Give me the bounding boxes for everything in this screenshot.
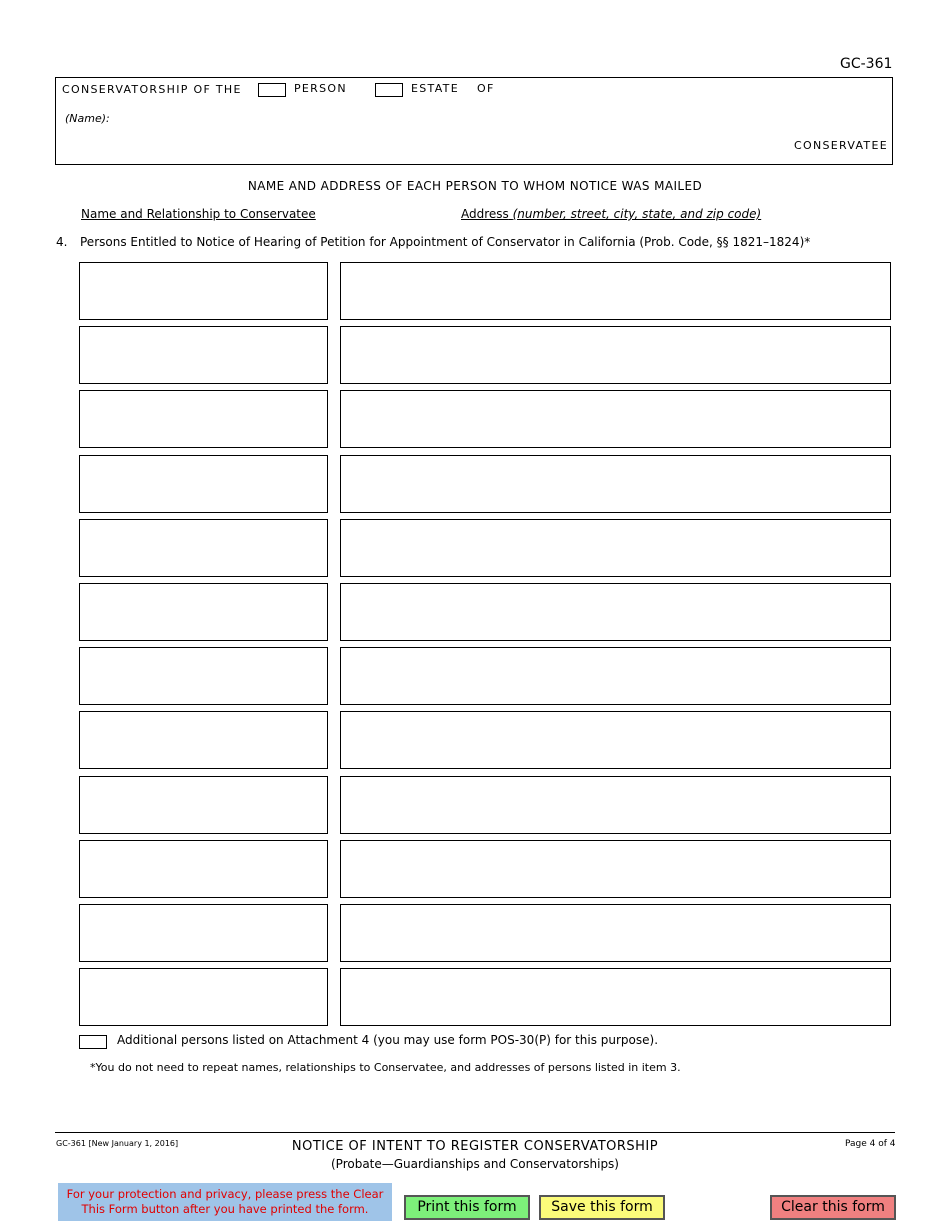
estate-label: ESTATE xyxy=(411,82,459,95)
conservatorship-label: CONSERVATORSHIP OF THE xyxy=(62,83,242,96)
address-header-hint: (number, street, city, state, and zip code) xyxy=(512,207,762,221)
item-4-text: Persons Entitled to Notice of Hearing of Petition for Appointment of Conservator in California (Prob. Code, §§ 1821–1824)* xyxy=(80,235,811,249)
address-field[interactable] xyxy=(340,519,891,577)
person-label: PERSON xyxy=(294,82,347,95)
address-field[interactable] xyxy=(340,583,891,641)
name-relationship-field[interactable] xyxy=(79,390,328,448)
form-number: GC-361 xyxy=(840,56,893,72)
address-column-header xyxy=(461,207,761,221)
clear-button[interactable]: Clear this form xyxy=(770,1195,896,1220)
name-relationship-field[interactable] xyxy=(79,262,328,320)
footer-title: NOTICE OF INTENT TO REGISTER CONSERVATORSHIP xyxy=(291,1139,659,1154)
footer-form-revision: GC-361 [New January 1, 2016] xyxy=(56,1139,179,1148)
address-field[interactable] xyxy=(340,968,891,1026)
address-field[interactable] xyxy=(340,711,891,769)
name-relationship-field[interactable] xyxy=(79,519,328,577)
print-button[interactable]: Print this form xyxy=(404,1195,530,1220)
name-relationship-field[interactable] xyxy=(79,326,328,384)
estate-checkbox[interactable] xyxy=(375,83,403,97)
address-field[interactable] xyxy=(340,326,891,384)
name-relationship-field[interactable] xyxy=(79,968,328,1026)
item-4 xyxy=(56,235,810,249)
name-relationship-field[interactable] xyxy=(79,840,328,898)
address-field[interactable] xyxy=(340,840,891,898)
name-column-header: Name and Relationship to Conservatee xyxy=(81,207,316,221)
of-label: OF xyxy=(477,82,495,95)
privacy-notice: For your protection and privacy, please press the Clear This Form button after you have printed the form. xyxy=(58,1183,392,1221)
footnote: *You do not need to repeat names, relationships to Conservatee, and addresses of persons listed in item 3. xyxy=(90,1061,681,1074)
conservatee-label: CONSERVATEE xyxy=(794,139,888,152)
attachment-4-text: Additional persons listed on Attachment 4 (you may use form POS-30(P) for this purpose). xyxy=(117,1033,659,1047)
footer-subtitle: (Probate—Guardianships and Conservatorships) xyxy=(330,1157,619,1171)
address-field[interactable] xyxy=(340,647,891,705)
person-checkbox[interactable] xyxy=(258,83,286,97)
page-number: Page 4 of 4 xyxy=(845,1139,896,1149)
attachment-4-checkbox[interactable] xyxy=(79,1035,107,1049)
footer-divider xyxy=(55,1132,895,1133)
address-field[interactable] xyxy=(340,390,891,448)
conservatee-name-field[interactable] xyxy=(115,106,885,132)
section-title: NAME AND ADDRESS OF EACH PERSON TO WHOM NOTICE WAS MAILED xyxy=(247,179,703,193)
name-relationship-field[interactable] xyxy=(79,647,328,705)
address-field[interactable] xyxy=(340,262,891,320)
address-field[interactable] xyxy=(340,455,891,513)
name-relationship-field[interactable] xyxy=(79,583,328,641)
address-header-label: Address xyxy=(461,207,509,221)
save-button[interactable]: Save this form xyxy=(539,1195,665,1220)
item-4-number: 4. xyxy=(56,235,68,249)
name-relationship-field[interactable] xyxy=(79,904,328,962)
name-relationship-field[interactable] xyxy=(79,776,328,834)
name-label: (Name): xyxy=(65,112,110,125)
name-relationship-field[interactable] xyxy=(79,711,328,769)
address-field[interactable] xyxy=(340,904,891,962)
address-field[interactable] xyxy=(340,776,891,834)
name-relationship-field[interactable] xyxy=(79,455,328,513)
